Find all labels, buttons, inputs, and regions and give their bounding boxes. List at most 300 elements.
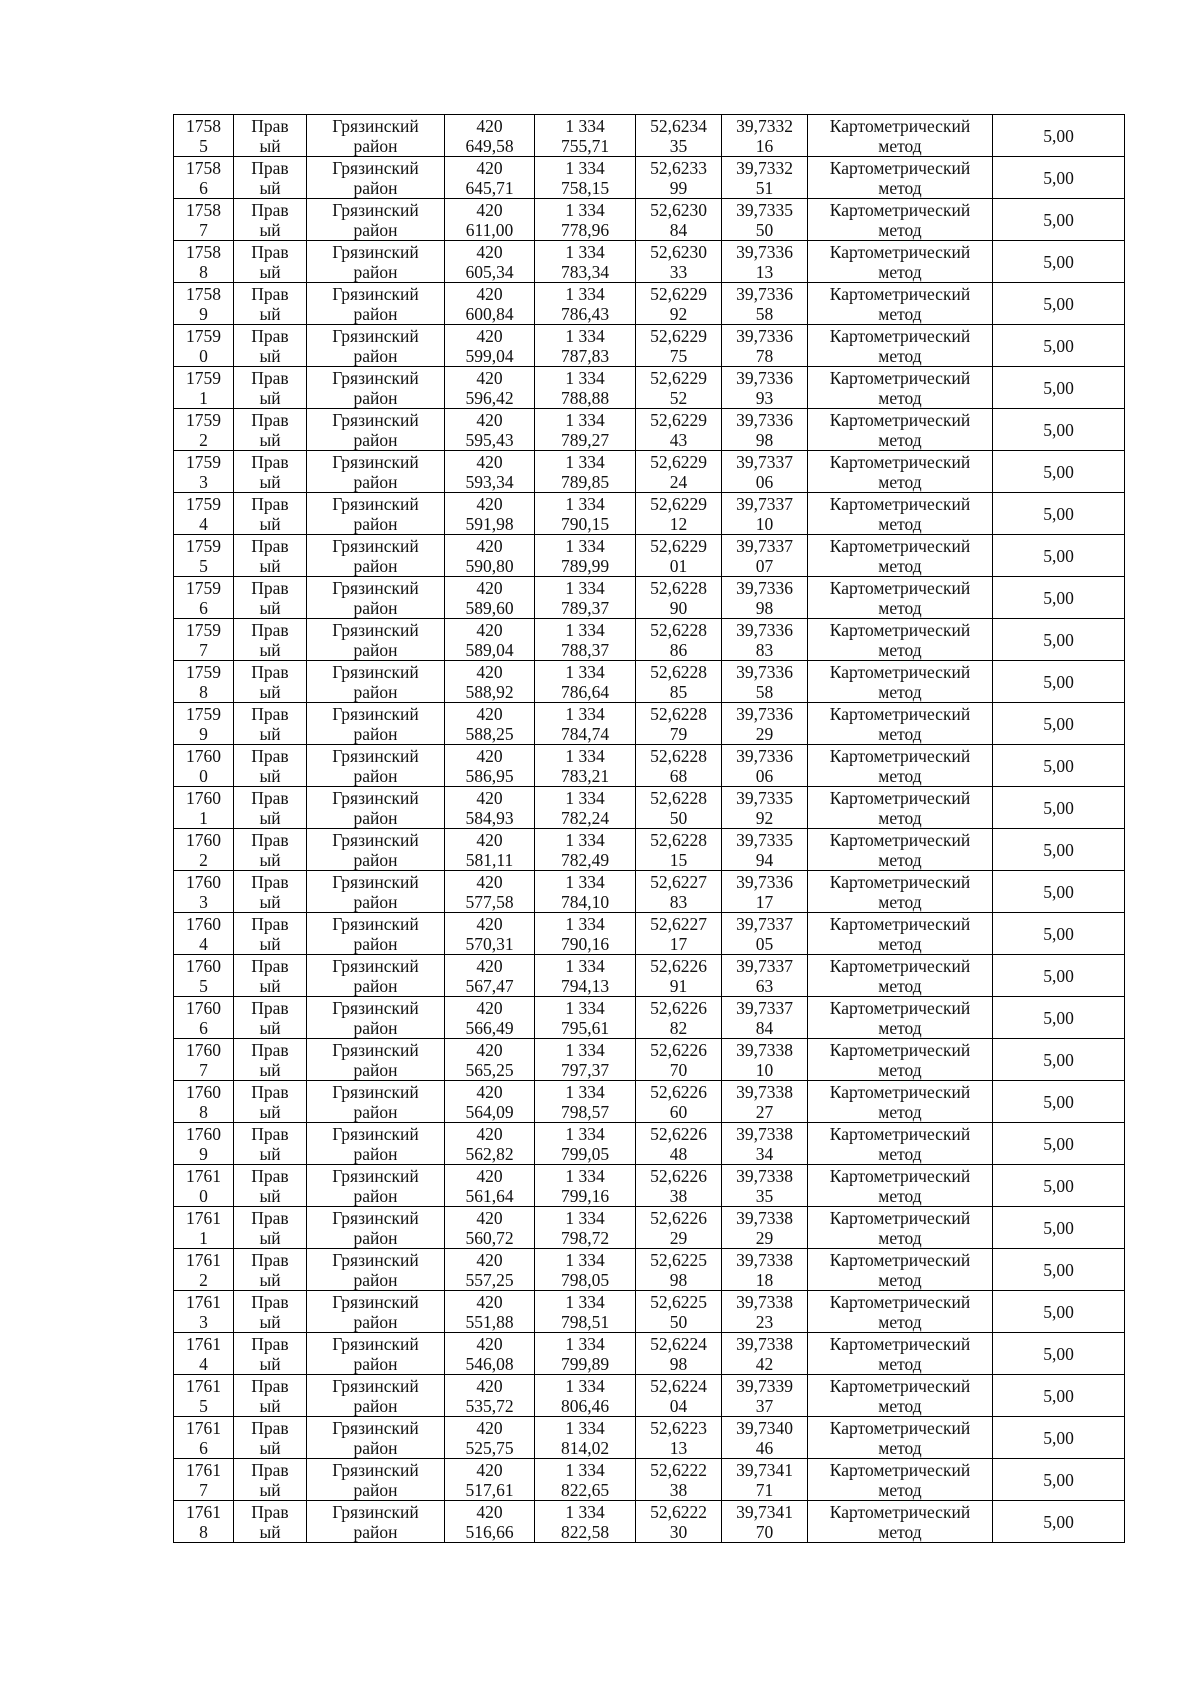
x-coordinate-cell	[445, 241, 535, 283]
cell-text-line: метод	[878, 303, 922, 324]
cell-text-line: 39,7338	[736, 1123, 793, 1144]
cell-text-line: ый	[259, 765, 281, 786]
cell-text-line: 795,61	[560, 1017, 610, 1038]
method-cell	[808, 997, 993, 1039]
cell-text-line: метод	[878, 1437, 922, 1458]
cell-text-line: метод	[878, 933, 922, 954]
cell-text-line: 43	[669, 429, 688, 450]
bank-side-cell	[234, 409, 307, 451]
cell-text-line: 1760	[186, 787, 221, 808]
cell-text-line: Прав	[251, 1123, 289, 1144]
cell-text-line: район	[353, 1059, 398, 1080]
cell-text-line: 5	[199, 1395, 208, 1416]
cell-text-line: 52,6228	[650, 745, 707, 766]
point-number-cell	[174, 115, 234, 157]
table-row	[174, 829, 1125, 871]
method-cell	[808, 787, 993, 829]
method-cell	[808, 829, 993, 871]
point-number-cell	[174, 283, 234, 325]
cell-text-line: Грязинский	[332, 955, 419, 976]
latitude-cell	[636, 1333, 722, 1375]
cell-text-line: 84	[755, 1017, 774, 1038]
cell-text-line: 13	[669, 1437, 688, 1458]
y-coordinate-cell	[535, 325, 636, 367]
cell-text-line: 1759	[186, 577, 221, 598]
cell-text-line: 39,7337	[736, 955, 793, 976]
cell-text-line: Картометрический	[829, 1291, 971, 1312]
cell-text-line: 9	[199, 1143, 208, 1164]
cell-text-line: 92	[669, 303, 688, 324]
cell-text-line: 420	[476, 493, 503, 514]
cell-text-line: 42	[755, 1353, 774, 1374]
longitude-cell	[722, 241, 808, 283]
method-cell	[808, 451, 993, 493]
cell-text-line: Картометрический	[829, 1333, 971, 1354]
cell-text-line: 1758	[186, 115, 221, 136]
cell-text-line: 39,7338	[736, 1249, 793, 1270]
x-coordinate-cell	[445, 577, 535, 619]
bank-side-cell	[234, 325, 307, 367]
cell-text-line: район	[353, 807, 398, 828]
method-cell	[808, 409, 993, 451]
cell-text-line: 34	[755, 1143, 774, 1164]
y-coordinate-cell	[535, 955, 636, 997]
cell-text-line: 420	[476, 1207, 503, 1228]
cell-text-line: район	[353, 1479, 398, 1500]
cell-text-line: 15	[669, 849, 688, 870]
cell-text-line: метод	[878, 1353, 922, 1374]
cell-text-line: 1761	[186, 1417, 221, 1438]
cell-text-line: 39,7332	[736, 115, 793, 136]
cell-text-line: Грязинский	[332, 199, 419, 220]
y-coordinate-cell	[535, 619, 636, 661]
cell-text-line: 420	[476, 409, 503, 430]
point-number-cell	[174, 1039, 234, 1081]
cell-text-line: 05	[755, 933, 774, 954]
y-coordinate-cell	[535, 745, 636, 787]
table-row	[174, 661, 1125, 703]
accuracy-cell: 5,00	[993, 1039, 1125, 1081]
cell-text-line: 1760	[186, 871, 221, 892]
y-coordinate-cell	[535, 1207, 636, 1249]
latitude-cell	[636, 703, 722, 745]
accuracy-cell: 5,00	[993, 115, 1125, 157]
cell-text-line: Прав	[251, 451, 289, 472]
method-cell	[808, 661, 993, 703]
cell-text-line: 71	[755, 1479, 774, 1500]
cell-text-line: 560,72	[465, 1227, 514, 1248]
cell-text-line: 1759	[186, 451, 221, 472]
cell-text-line: Картометрический	[829, 1375, 971, 1396]
cell-text-line: 1 334	[565, 451, 605, 472]
cell-text-line: Прав	[251, 745, 289, 766]
cell-text-line: 39,7336	[736, 619, 793, 640]
cell-text-line: Грязинский	[332, 241, 419, 262]
cell-text-line: 39,7336	[736, 283, 793, 304]
cell-text-line: Грязинский	[332, 1123, 419, 1144]
cell-text-line: 797,37	[560, 1059, 610, 1080]
cell-text-line: ый	[259, 1521, 281, 1542]
district-cell	[307, 1207, 445, 1249]
accuracy-cell: 5,00	[993, 997, 1125, 1039]
cell-text-line: 420	[476, 913, 503, 934]
cell-text-line: 783,21	[560, 765, 610, 786]
accuracy-cell: 5,00	[993, 199, 1125, 241]
cell-text-line: Картометрический	[829, 1165, 971, 1186]
cell-text-line: 0	[199, 345, 208, 366]
x-coordinate-cell	[445, 1459, 535, 1501]
cell-text-line: 68	[669, 765, 688, 786]
cell-text-line: 420	[476, 829, 503, 850]
cell-text-line: 39,7335	[736, 829, 793, 850]
cell-text-line: Картометрический	[829, 1123, 971, 1144]
cell-text-line: 420	[476, 199, 503, 220]
cell-text-line: метод	[878, 261, 922, 282]
y-coordinate-cell	[535, 241, 636, 283]
cell-text-line: 783,34	[560, 261, 610, 282]
cell-text-line: Прав	[251, 367, 289, 388]
cell-text-line: 1759	[186, 619, 221, 640]
cell-text-line: 98	[669, 1353, 688, 1374]
cell-text-line: 789,99	[560, 555, 610, 576]
cell-text-line: 1759	[186, 661, 221, 682]
cell-text-line: 535,72	[465, 1395, 514, 1416]
cell-text-line: 82	[669, 1017, 688, 1038]
cell-text-line: 27	[755, 1101, 774, 1122]
method-cell	[808, 1165, 993, 1207]
latitude-cell	[636, 1039, 722, 1081]
cell-text-line: 6	[199, 1437, 208, 1458]
district-cell	[307, 1375, 445, 1417]
cell-text-line: Картометрический	[829, 451, 971, 472]
cell-text-line: 1760	[186, 955, 221, 976]
cell-text-line: 6	[199, 597, 208, 618]
y-coordinate-cell	[535, 493, 636, 535]
district-cell	[307, 829, 445, 871]
cell-text-line: Картометрический	[829, 1249, 971, 1270]
cell-text-line: 3	[199, 1311, 208, 1332]
cell-text-line: 1 334	[565, 535, 605, 556]
table-row	[174, 745, 1125, 787]
cell-text-line: 52	[669, 387, 688, 408]
x-coordinate-cell	[445, 199, 535, 241]
cell-text-line: 9	[199, 723, 208, 744]
x-coordinate-cell	[445, 1291, 535, 1333]
cell-text-line: Картометрический	[829, 577, 971, 598]
cell-text-line: 1 334	[565, 913, 605, 934]
longitude-cell	[722, 871, 808, 913]
cell-text-line: 7	[199, 1059, 208, 1080]
y-coordinate-cell	[535, 661, 636, 703]
district-cell	[307, 955, 445, 997]
cell-text-line: 2	[199, 849, 208, 870]
cell-text-line: Картометрический	[829, 787, 971, 808]
cell-text-line: 605,34	[465, 261, 514, 282]
cell-text-line: 1759	[186, 535, 221, 556]
cell-text-line: 39,7335	[736, 199, 793, 220]
cell-text-line: 39,7337	[736, 493, 793, 514]
x-coordinate-cell	[445, 787, 535, 829]
cell-text-line: ый	[259, 891, 281, 912]
cell-text-line: Прав	[251, 241, 289, 262]
cell-text-line: 39,7336	[736, 325, 793, 346]
cell-text-line: ый	[259, 597, 281, 618]
cell-text-line: Картометрический	[829, 955, 971, 976]
cell-text-line: 786,43	[560, 303, 610, 324]
cell-text-line: ый	[259, 471, 281, 492]
cell-text-line: Грязинский	[332, 745, 419, 766]
table-row	[174, 1249, 1125, 1291]
x-coordinate-cell	[445, 955, 535, 997]
point-number-cell	[174, 241, 234, 283]
table-row	[174, 1207, 1125, 1249]
cell-text-line: 1760	[186, 997, 221, 1018]
cell-text-line: 787,83	[560, 345, 610, 366]
latitude-cell	[636, 1501, 722, 1543]
cell-text-line: ый	[259, 387, 281, 408]
cell-text-line: Прав	[251, 955, 289, 976]
x-coordinate-cell	[445, 1207, 535, 1249]
cell-text-line: ый	[259, 807, 281, 828]
cell-text-line: 1 334	[565, 241, 605, 262]
cell-text-line: 3	[199, 471, 208, 492]
point-number-cell	[174, 1501, 234, 1543]
x-coordinate-cell	[445, 325, 535, 367]
cell-text-line: 570,31	[465, 933, 514, 954]
cell-text-line: метод	[878, 807, 922, 828]
longitude-cell	[722, 367, 808, 409]
cell-text-line: 799,89	[560, 1353, 610, 1374]
cell-text-line: Грязинский	[332, 535, 419, 556]
cell-text-line: 39,7341	[736, 1459, 793, 1480]
cell-text-line: 99	[669, 177, 688, 198]
table-row	[174, 619, 1125, 661]
x-coordinate-cell	[445, 451, 535, 493]
cell-text-line: 7	[199, 1479, 208, 1500]
cell-text-line: Прав	[251, 493, 289, 514]
district-cell	[307, 1039, 445, 1081]
y-coordinate-cell	[535, 997, 636, 1039]
cell-text-line: Картометрический	[829, 493, 971, 514]
cell-text-line: 12	[669, 513, 688, 534]
y-coordinate-cell	[535, 1417, 636, 1459]
cell-text-line: 420	[476, 1249, 503, 1270]
bank-side-cell	[234, 451, 307, 493]
accuracy-cell: 5,00	[993, 1123, 1125, 1165]
accuracy-cell: 5,00	[993, 325, 1125, 367]
cell-text-line: 52,6233	[650, 157, 707, 178]
accuracy-cell: 5,00	[993, 157, 1125, 199]
latitude-cell	[636, 997, 722, 1039]
cell-text-line: метод	[878, 639, 922, 660]
cell-text-line: 6	[199, 1017, 208, 1038]
table-row	[174, 325, 1125, 367]
cell-text-line: Картометрический	[829, 283, 971, 304]
cell-text-line: 420	[476, 1165, 503, 1186]
cell-text-line: Грязинский	[332, 367, 419, 388]
method-cell	[808, 745, 993, 787]
latitude-cell	[636, 1123, 722, 1165]
bank-side-cell	[234, 241, 307, 283]
cell-text-line: 420	[476, 367, 503, 388]
x-coordinate-cell	[445, 619, 535, 661]
cell-text-line: район	[353, 555, 398, 576]
point-number-cell	[174, 745, 234, 787]
longitude-cell	[722, 115, 808, 157]
cell-text-line: 39,7338	[736, 1081, 793, 1102]
cell-text-line: метод	[878, 1227, 922, 1248]
cell-text-line: метод	[878, 1101, 922, 1122]
cell-text-line: 822,58	[560, 1521, 610, 1542]
cell-text-line: район	[353, 1101, 398, 1122]
x-coordinate-cell	[445, 1039, 535, 1081]
cell-text-line: 52,6228	[650, 703, 707, 724]
cell-text-line: ый	[259, 1311, 281, 1332]
cell-text-line: 52,6229	[650, 493, 707, 514]
x-coordinate-cell	[445, 157, 535, 199]
cell-text-line: ый	[259, 1437, 281, 1458]
point-number-cell	[174, 787, 234, 829]
cell-text-line: 420	[476, 997, 503, 1018]
cell-text-line: Картометрический	[829, 1081, 971, 1102]
bank-side-cell	[234, 1417, 307, 1459]
cell-text-line: 39,7337	[736, 451, 793, 472]
cell-text-line: 546,08	[465, 1353, 514, 1374]
cell-text-line: Прав	[251, 577, 289, 598]
cell-text-line: 420	[476, 283, 503, 304]
district-cell	[307, 325, 445, 367]
cell-text-line: ый	[259, 1227, 281, 1248]
method-cell	[808, 1459, 993, 1501]
cell-text-line: 52,6222	[650, 1501, 707, 1522]
table-row	[174, 1081, 1125, 1123]
cell-text-line: 789,37	[560, 597, 610, 618]
cell-text-line: 649,58	[465, 135, 514, 156]
cell-text-line: 39,7336	[736, 703, 793, 724]
cell-text-line: Прав	[251, 1039, 289, 1060]
cell-text-line: район	[353, 1227, 398, 1248]
bank-side-cell	[234, 1123, 307, 1165]
cell-text-line: метод	[878, 1059, 922, 1080]
cell-text-line: 1761	[186, 1165, 221, 1186]
point-number-cell	[174, 409, 234, 451]
cell-text-line: 39,7339	[736, 1375, 793, 1396]
x-coordinate-cell	[445, 493, 535, 535]
cell-text-line: метод	[878, 219, 922, 240]
point-number-cell	[174, 1459, 234, 1501]
bank-side-cell	[234, 1333, 307, 1375]
method-cell	[808, 577, 993, 619]
cell-text-line: 39,7335	[736, 787, 793, 808]
cell-text-line: ый	[259, 1185, 281, 1206]
latitude-cell	[636, 367, 722, 409]
y-coordinate-cell	[535, 157, 636, 199]
x-coordinate-cell	[445, 409, 535, 451]
bank-side-cell	[234, 577, 307, 619]
bank-side-cell	[234, 1291, 307, 1333]
accuracy-cell: 5,00	[993, 1375, 1125, 1417]
cell-text-line: 420	[476, 955, 503, 976]
accuracy-cell: 5,00	[993, 1333, 1125, 1375]
cell-text-line: 420	[476, 1459, 503, 1480]
accuracy-cell: 5,00	[993, 241, 1125, 283]
cell-text-line: 589,60	[465, 597, 514, 618]
cell-text-line: 557,25	[465, 1269, 514, 1290]
latitude-cell	[636, 1375, 722, 1417]
cell-text-line: Картометрический	[829, 661, 971, 682]
x-coordinate-cell	[445, 1501, 535, 1543]
cell-text-line: 1 334	[565, 1165, 605, 1186]
y-coordinate-cell	[535, 703, 636, 745]
cell-text-line: район	[353, 639, 398, 660]
district-cell	[307, 661, 445, 703]
district-cell	[307, 1249, 445, 1291]
cell-text-line: 35	[755, 1185, 774, 1206]
latitude-cell	[636, 1459, 722, 1501]
latitude-cell	[636, 787, 722, 829]
cell-text-line: 1 334	[565, 619, 605, 640]
longitude-cell	[722, 1123, 808, 1165]
cell-text-line: район	[353, 177, 398, 198]
cell-text-line: 52,6226	[650, 1081, 707, 1102]
cell-text-line: Прав	[251, 1291, 289, 1312]
cell-text-line: 1 334	[565, 283, 605, 304]
cell-text-line: 420	[476, 1375, 503, 1396]
cell-text-line: ый	[259, 849, 281, 870]
cell-text-line: 1759	[186, 409, 221, 430]
cell-text-line: 52,6230	[650, 199, 707, 220]
accuracy-cell: 5,00	[993, 703, 1125, 745]
table-row	[174, 241, 1125, 283]
point-number-cell	[174, 451, 234, 493]
cell-text-line: 30	[669, 1521, 688, 1542]
cell-text-line: 1759	[186, 325, 221, 346]
method-cell	[808, 1375, 993, 1417]
cell-text-line: 75	[669, 345, 688, 366]
cell-text-line: 39,7338	[736, 1039, 793, 1060]
longitude-cell	[722, 325, 808, 367]
accuracy-cell: 5,00	[993, 955, 1125, 997]
cell-text-line: 551,88	[465, 1311, 514, 1332]
cell-text-line: 52,6228	[650, 829, 707, 850]
cell-text-line: ый	[259, 1059, 281, 1080]
point-number-cell	[174, 1165, 234, 1207]
method-cell	[808, 367, 993, 409]
cell-text-line: 420	[476, 1123, 503, 1144]
longitude-cell	[722, 619, 808, 661]
cell-text-line: 50	[755, 219, 774, 240]
longitude-cell	[722, 577, 808, 619]
cell-text-line: 52,6226	[650, 955, 707, 976]
cell-text-line: 790,15	[560, 513, 610, 534]
cell-text-line: 06	[755, 765, 774, 786]
cell-text-line: 10	[755, 1059, 774, 1080]
district-cell	[307, 703, 445, 745]
table-row	[174, 1165, 1125, 1207]
cell-text-line: район	[353, 933, 398, 954]
cell-text-line: метод	[878, 1521, 922, 1542]
cell-text-line: 595,43	[465, 429, 514, 450]
cell-text-line: 786,64	[560, 681, 610, 702]
cell-text-line: 1	[199, 387, 208, 408]
cell-text-line: метод	[878, 891, 922, 912]
district-cell	[307, 1417, 445, 1459]
bank-side-cell	[234, 787, 307, 829]
bank-side-cell	[234, 157, 307, 199]
cell-text-line: 420	[476, 787, 503, 808]
cell-text-line: ый	[259, 429, 281, 450]
cell-text-line: 52,6225	[650, 1249, 707, 1270]
